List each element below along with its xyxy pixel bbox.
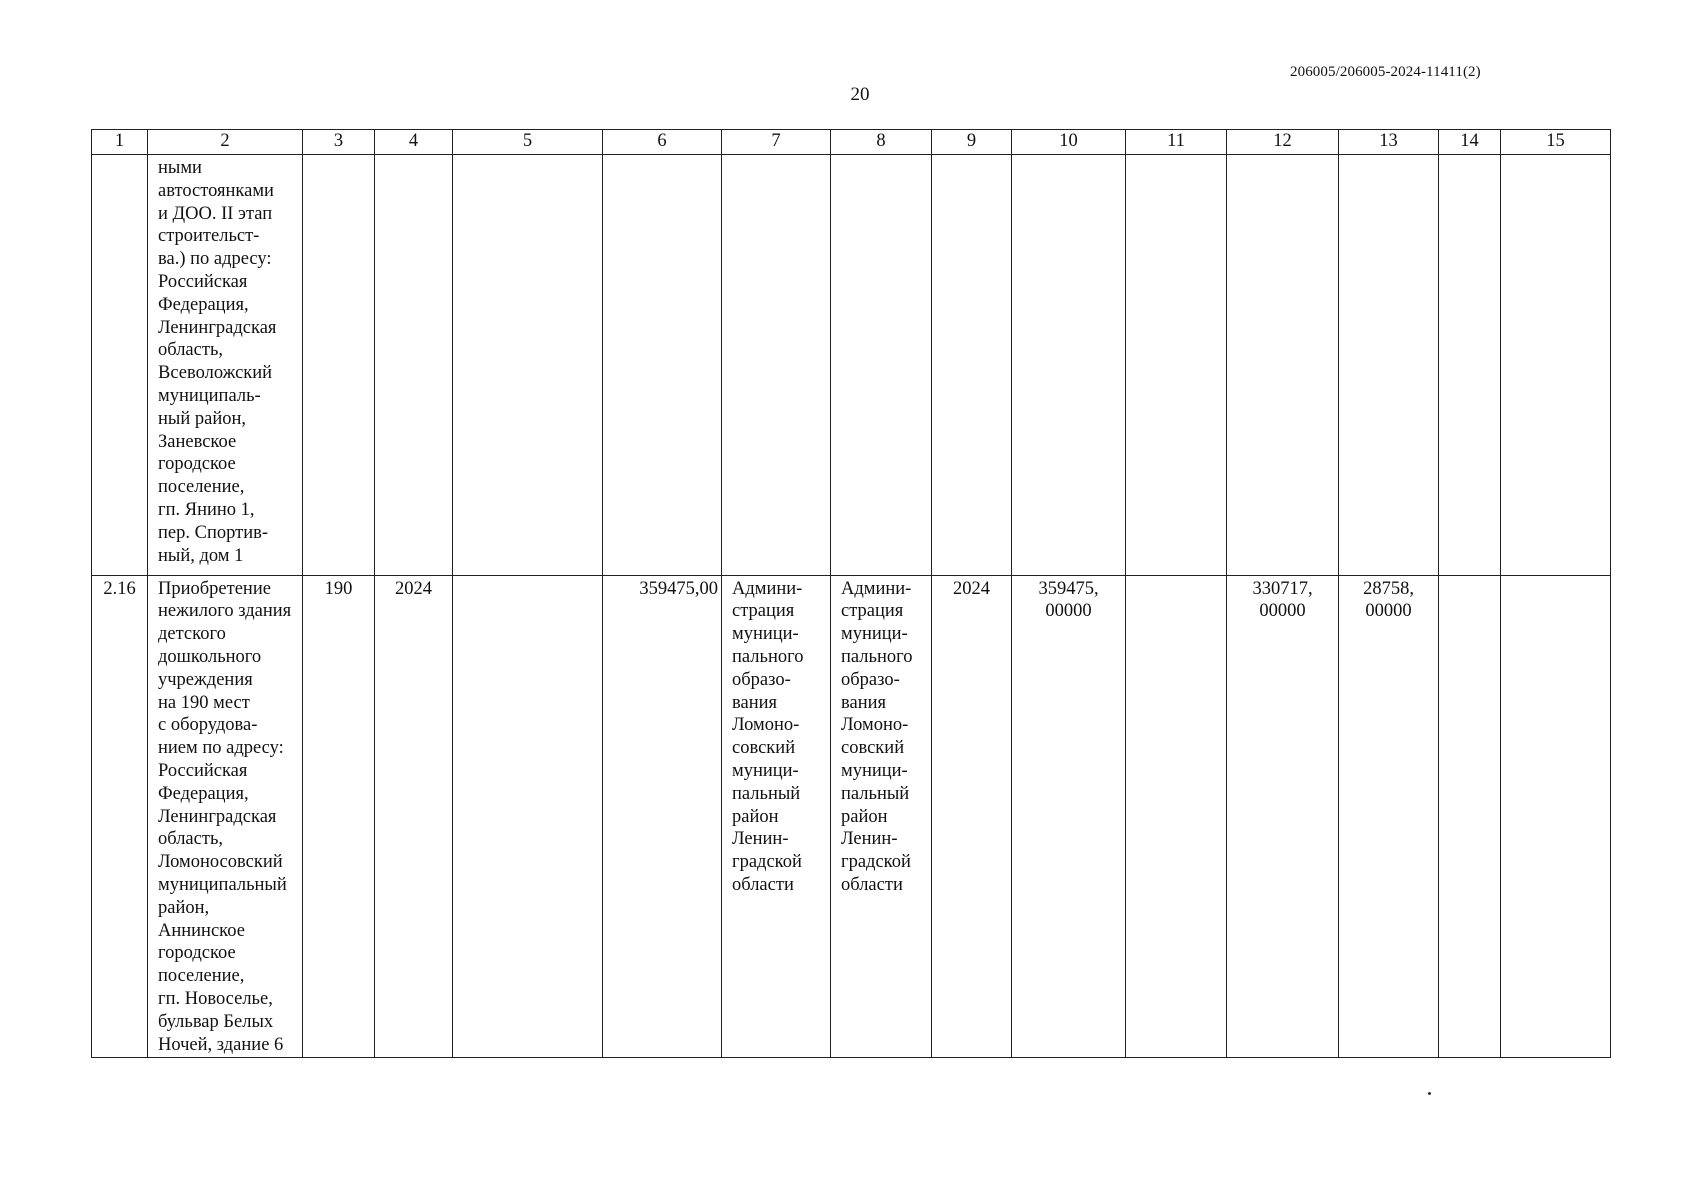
column-header-8: 8 bbox=[831, 130, 932, 155]
column-header-7: 7 bbox=[722, 130, 831, 155]
cell-financing-year bbox=[932, 155, 1012, 576]
cell-number: 2.16 bbox=[92, 575, 148, 1057]
column-header-10: 10 bbox=[1012, 130, 1126, 155]
cell-col-11 bbox=[1126, 155, 1227, 576]
table-row-2-16 bbox=[92, 575, 1611, 1057]
cell-total-amount bbox=[1012, 155, 1126, 576]
cell-cost bbox=[603, 155, 722, 576]
cell-col-11 bbox=[1126, 575, 1227, 1057]
column-header-13: 13 bbox=[1339, 130, 1439, 155]
column-header-12: 12 bbox=[1227, 130, 1339, 155]
column-header-5: 5 bbox=[453, 130, 603, 155]
page-number: 20 bbox=[850, 84, 870, 105]
cell-capacity: 190 bbox=[303, 575, 375, 1057]
column-header-1: 1 bbox=[92, 130, 148, 155]
column-header-2: 2 bbox=[148, 130, 303, 155]
cell-col-14 bbox=[1439, 575, 1501, 1057]
column-header-11: 11 bbox=[1126, 130, 1227, 155]
scan-speck bbox=[1428, 1092, 1431, 1095]
cell-developer bbox=[831, 155, 932, 576]
cell-local-amount: 28758, 00000 bbox=[1339, 575, 1439, 1057]
cell-developer: Админи- страция муници- пального образо- вания Ломоно- совский муници- пальный район Ленин- градской области bbox=[831, 575, 932, 1057]
cell-col-5 bbox=[453, 575, 603, 1057]
cell-number bbox=[92, 155, 148, 576]
cell-col-14 bbox=[1439, 155, 1501, 576]
cell-financing-year: 2024 bbox=[932, 575, 1012, 1057]
cell-object-name: ными автостоянками и ДОО. II этап строительст- ва.) по адресу: Российская Федерация, Ленинградская область, Всеволожский муниципаль- ный район, Заневское городское поселение, гп. Янино 1, пер. Спортив- ный, дом 1 bbox=[148, 155, 303, 576]
cell-total-amount: 359475, 00000 bbox=[1012, 575, 1126, 1057]
cell-local-amount bbox=[1339, 155, 1439, 576]
cell-year: 2024 bbox=[375, 575, 453, 1057]
document-number: 206005/206005-2024-11411(2) bbox=[1290, 64, 1481, 80]
column-header-4: 4 bbox=[375, 130, 453, 155]
column-header-15: 15 bbox=[1501, 130, 1611, 155]
cell-capacity bbox=[303, 155, 375, 576]
cell-col-5 bbox=[453, 155, 603, 576]
column-header-3: 3 bbox=[303, 130, 375, 155]
cell-regional-amount: 330717, 00000 bbox=[1227, 575, 1339, 1057]
column-header-14: 14 bbox=[1439, 130, 1501, 155]
document-table bbox=[91, 129, 1611, 1058]
cell-regional-amount bbox=[1227, 155, 1339, 576]
cell-customer: Админи- страция муници- пального образо- вания Ломоно- совский муници- пальный район Ленин- градской области bbox=[722, 575, 831, 1057]
table-header-row bbox=[92, 130, 1611, 155]
cell-customer bbox=[722, 155, 831, 576]
table-row-continued bbox=[92, 155, 1611, 576]
column-header-6: 6 bbox=[603, 130, 722, 155]
column-header-9: 9 bbox=[932, 130, 1012, 155]
cell-col-15 bbox=[1501, 575, 1611, 1057]
cell-object-name: Приобретение нежилого здания детского дошкольного учреждения на 190 мест с оборудова- нием по адресу: Российская Федерация, Ленинградская область, Ломоносовский муниципальный район, Аннинское городское поселение, гп. Новоселье, бульвар Белых Ночей, здание 6 bbox=[148, 575, 303, 1057]
cell-col-15 bbox=[1501, 155, 1611, 576]
cell-year bbox=[375, 155, 453, 576]
cell-cost: 359475,00 bbox=[603, 575, 722, 1057]
